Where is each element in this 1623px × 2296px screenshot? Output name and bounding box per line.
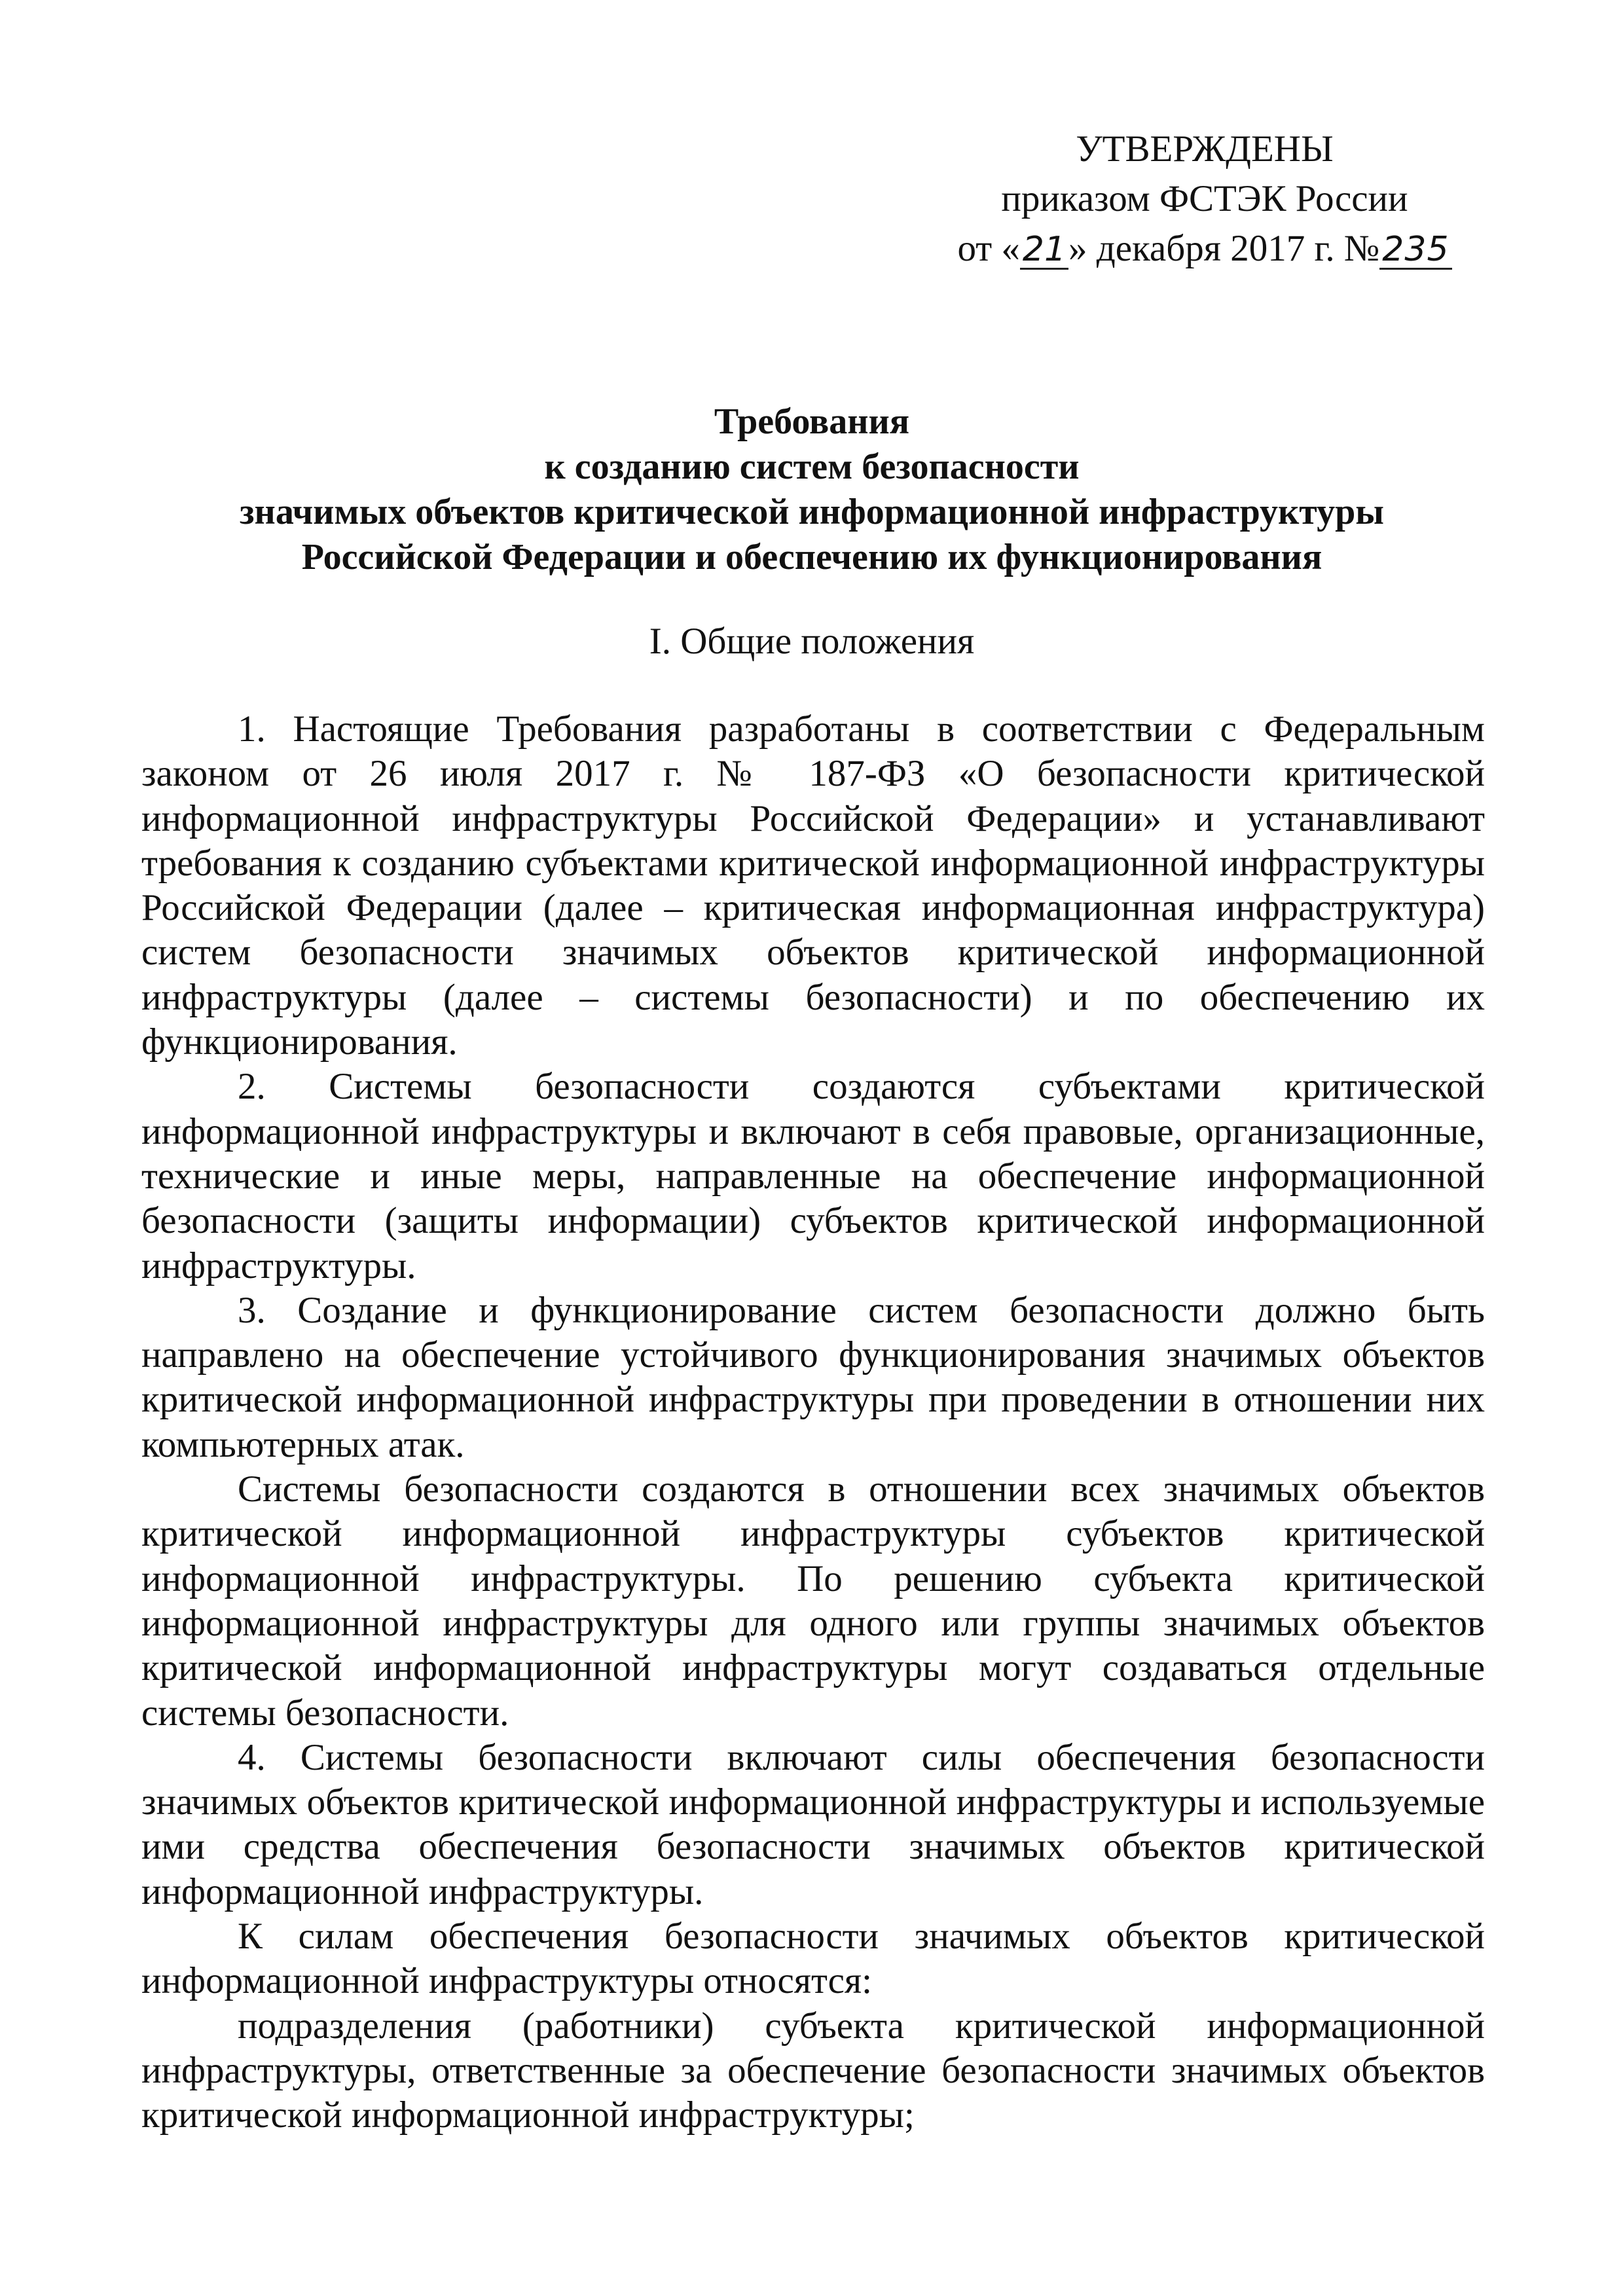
- approval-stamp: [903, 124, 1506, 274]
- title-line-2: к созданию систем безопасности: [544, 446, 1080, 487]
- paragraph-5: 4. Системы безопасности включают силы обеспечения безопасности значимых объектов критической информационной инфраструктуры и используемые ими средства обеспечения безопасности значимых объектов критической информационной инфраструктуры.: [141, 1736, 1485, 1912]
- document-title: [131, 399, 1493, 580]
- section-heading: I. Общие положения: [649, 621, 975, 662]
- paragraph-4: Системы безопасности создаются в отношении всех значимых объектов критической информационной инфраструктуры субъектов критической информационной инфраструктуры. По решению субъекта критической информационной инфраструктуры для одного или группы значимых объектов критической информационной инфраструктуры могут создаваться отдельные системы безопасности.: [141, 1468, 1485, 1734]
- approval-title: УТВЕРЖДЕНЫ: [1076, 128, 1334, 170]
- handwritten-order-number: 235: [1379, 231, 1451, 270]
- handwritten-day: 21: [1020, 231, 1068, 270]
- document-body: [141, 707, 1485, 2138]
- title-line-1: Требования: [714, 401, 910, 442]
- paragraph-7: подразделения (работники) субъекта критической информационной инфраструктуры, ответственные за обеспечение безопасности значимых объектов критической информационной инфраструктуры;: [141, 2005, 1485, 2136]
- title-line-4: Российской Федерации и обеспечению их функционирования: [301, 537, 1322, 577]
- approval-date-line: [903, 224, 1506, 274]
- approval-order-line: приказом ФСТЭК России: [1001, 178, 1408, 219]
- paragraph-6: К силам обеспечения безопасности значимых объектов критической информационной инфраструктуры относятся:: [141, 1916, 1485, 2002]
- paragraph-2: 2. Системы безопасности создаются субъектами критической информационной инфраструктуры и включают в себя правовые, организационные, технические и иные меры, направленные на обеспечение информационной безопасности (защиты информации) субъектов критической информационной инфраструктуры.: [141, 1066, 1485, 1286]
- title-line-3: значимых объектов критической информационной инфраструктуры: [240, 492, 1384, 532]
- paragraph-1: 1. Настоящие Требования разработаны в соответствии с Федеральным законом от 26 июля 2017 г. № 187-ФЗ «О безопасности критической информационной инфраструктуры Российской Федерации» и устанавливают требования к созданию субъектами критической информационной инфраструктуры Российской Федерации (далее – критическая информационная инфраструктура) систем безопасности значимых объектов критической информационной инфраструктуры (далее – системы безопасности) и по обеспечению их функционирования.: [141, 708, 1485, 1063]
- date-prefix: от «: [957, 228, 1020, 269]
- date-middle: » декабря 2017 г. №: [1068, 228, 1380, 269]
- paragraph-3: 3. Создание и функционирование систем безопасности должно быть направлено на обеспечение устойчивого функционирования значимых объектов критической информационной инфраструктуры при проведении в отношении них компьютерных атак.: [141, 1289, 1485, 1465]
